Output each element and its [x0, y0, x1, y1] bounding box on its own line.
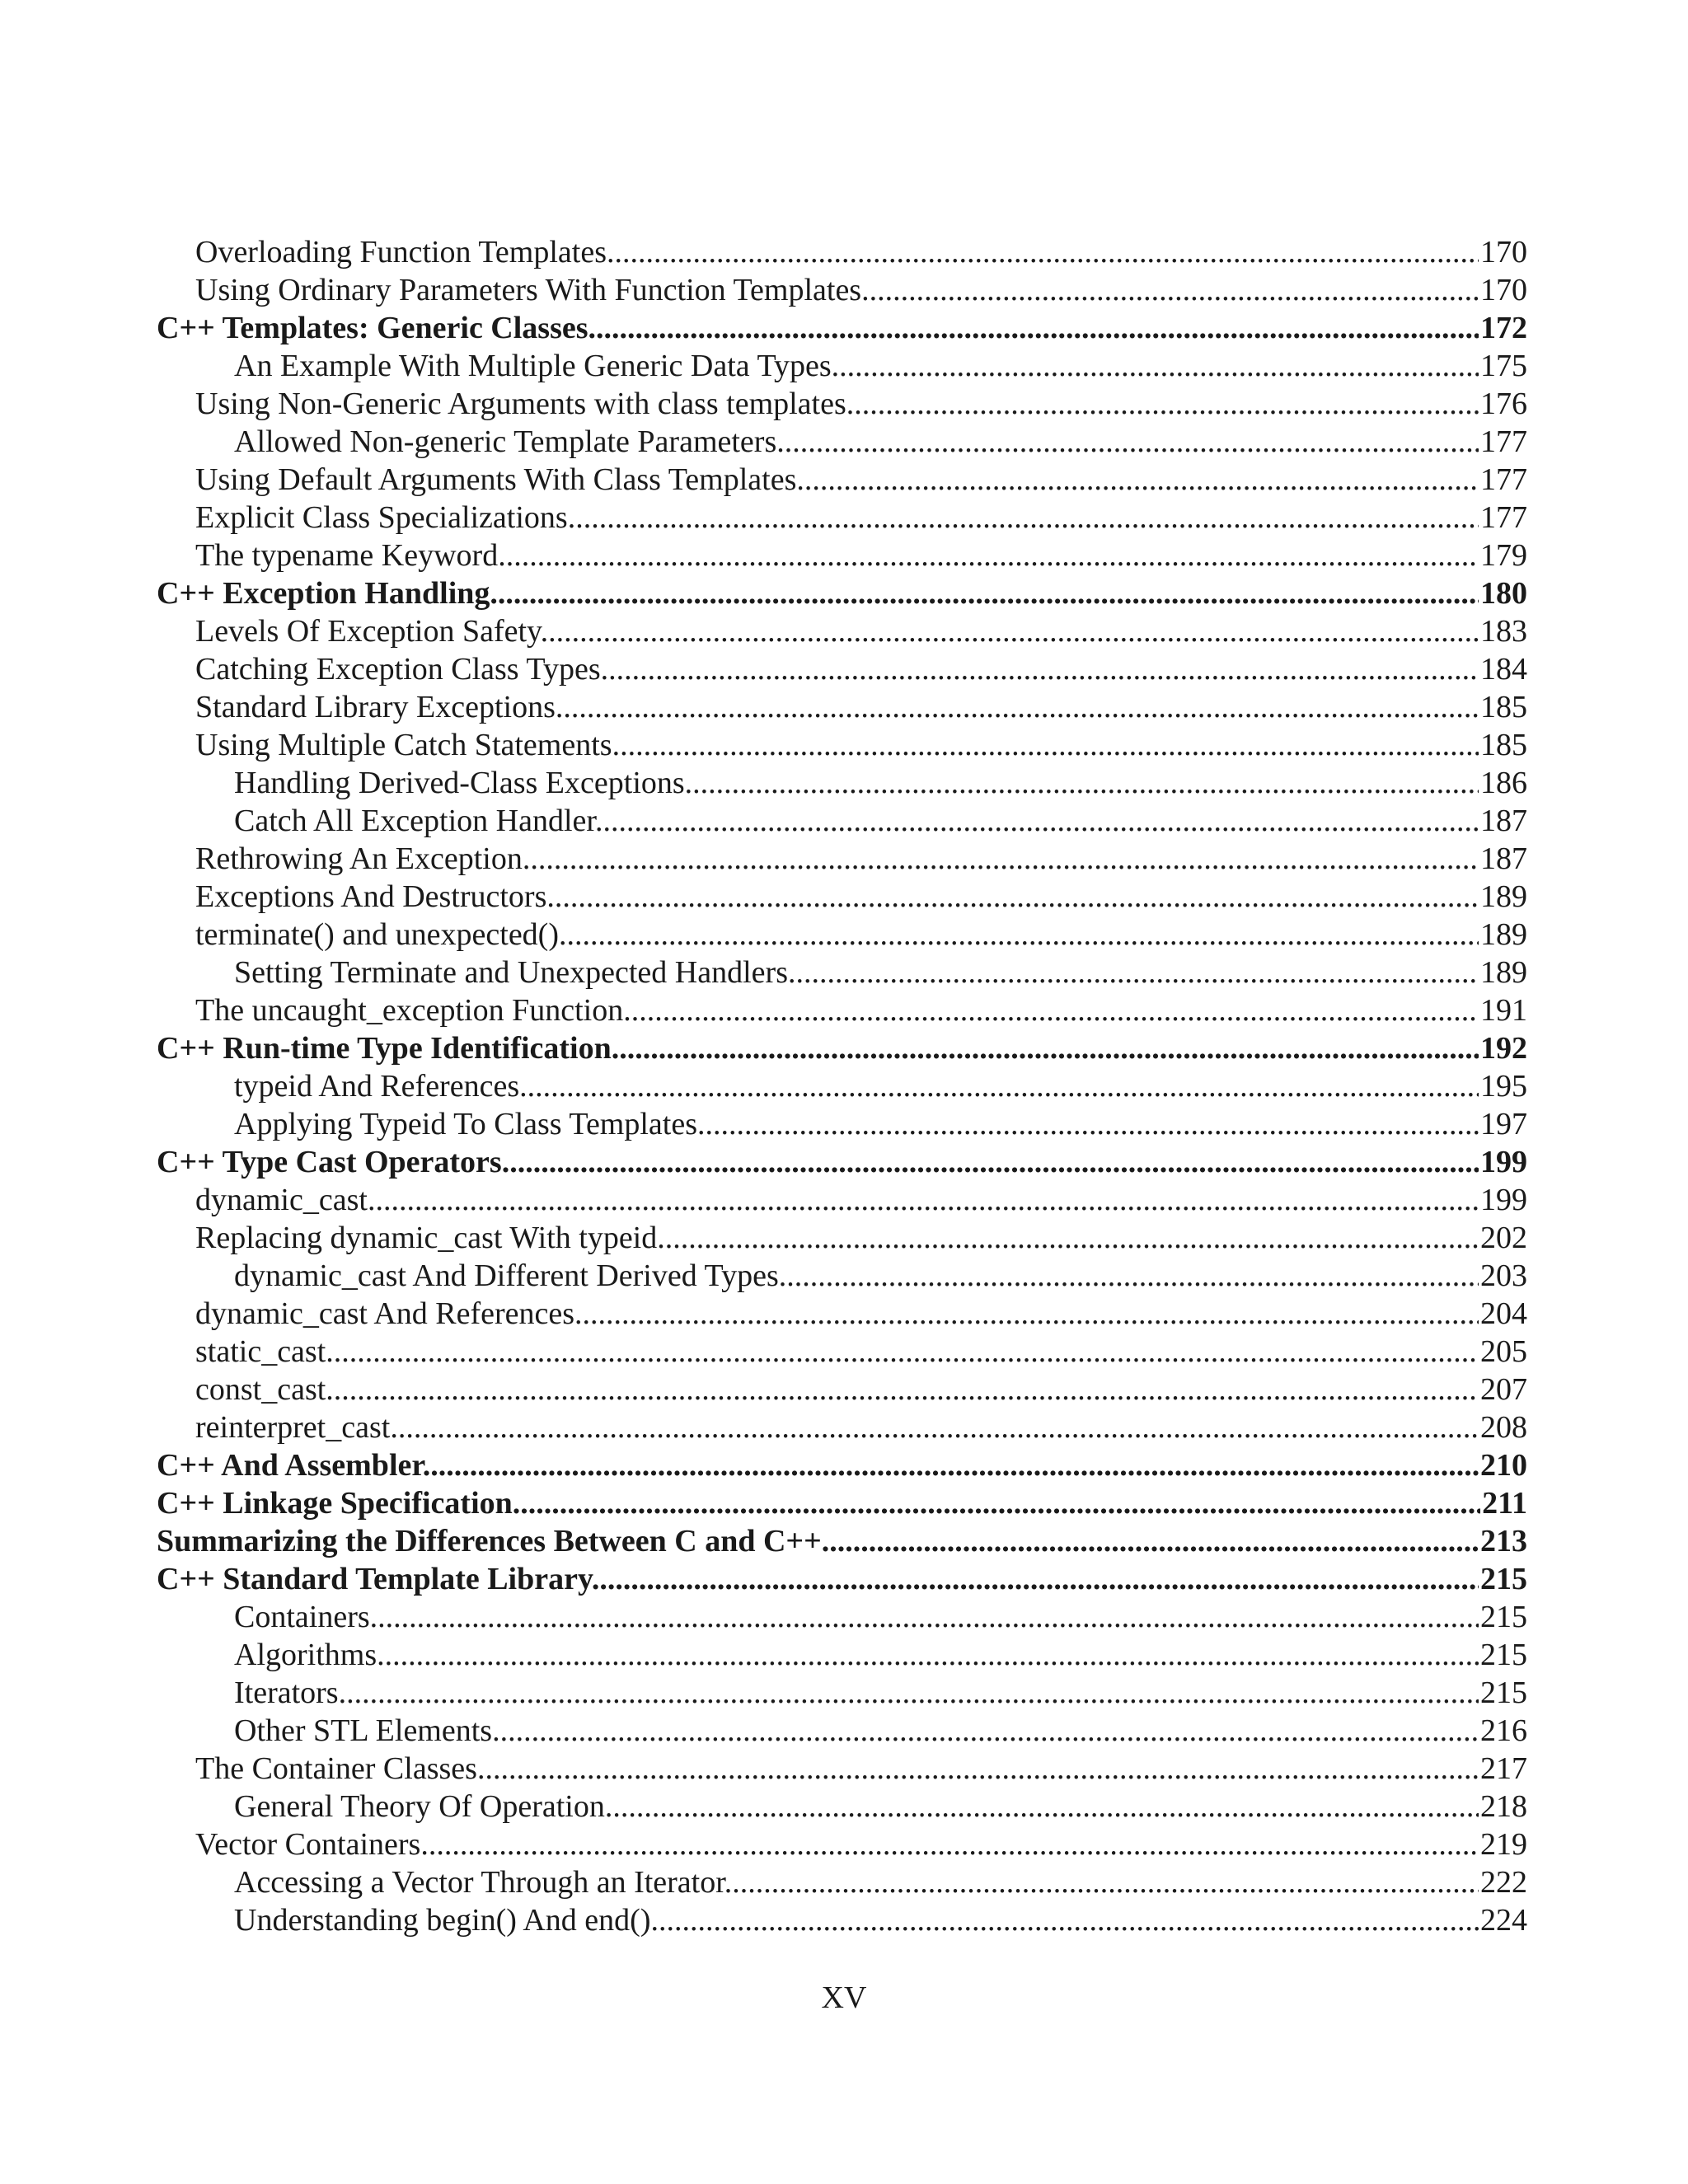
toc-entry-page: 215 — [1480, 1600, 1527, 1634]
toc-entry — [157, 1712, 1527, 1750]
toc-entry — [157, 764, 1527, 802]
toc-entry-title: Iterators ..... — [234, 1675, 1527, 1710]
toc-entry-title: const_cast ..... — [195, 1372, 1527, 1407]
toc-entry-title: C++ Templates: Generic Classes ..... — [157, 311, 1527, 345]
toc-entry — [157, 271, 1527, 309]
toc-entry-title: Exceptions And Destructors ..... — [195, 879, 1527, 914]
toc-entry-title: dynamic_cast And References ..... — [195, 1296, 1527, 1331]
toc-entry-title: C++ Run-time Type Identification ..... — [157, 1031, 1527, 1066]
toc-entry-page: 207 — [1480, 1372, 1527, 1407]
toc-entry — [157, 1181, 1527, 1219]
toc-entry — [157, 347, 1527, 385]
toc-entry — [157, 385, 1527, 423]
toc-entry-page: 199 — [1480, 1145, 1527, 1179]
toc-entry-page: 172 — [1480, 311, 1527, 345]
toc-entry — [157, 1788, 1527, 1825]
toc-entry — [157, 461, 1527, 499]
toc-entry-page: 215 — [1480, 1562, 1527, 1596]
table-of-contents — [157, 233, 1527, 1939]
toc-entry-page: 192 — [1480, 1031, 1527, 1066]
toc-entry — [157, 309, 1527, 347]
toc-entry — [157, 1484, 1527, 1522]
toc-entry — [157, 233, 1527, 271]
toc-entry-title: Other STL Elements ..... — [234, 1713, 1527, 1748]
toc-entry-page: 210 — [1480, 1448, 1527, 1483]
toc-entry-page: 179 — [1480, 538, 1527, 573]
toc-entry — [157, 1522, 1527, 1560]
toc-entry-title: Rethrowing An Exception ..... — [195, 841, 1527, 876]
toc-entry-title: dynamic_cast And Different Derived Types ..... — [234, 1258, 1527, 1293]
toc-entry-page: 211 — [1482, 1486, 1527, 1521]
toc-entry — [157, 1143, 1527, 1181]
toc-entry — [157, 1333, 1527, 1371]
toc-entry — [157, 726, 1527, 764]
toc-entry-title: terminate() and unexpected() ..... — [195, 917, 1527, 952]
toc-entry-title: An Example With Multiple Generic Data Types ..... — [234, 349, 1527, 383]
toc-entry-title: Applying Typeid To Class Templates ..... — [234, 1107, 1527, 1141]
toc-entry-title: Vector Containers ..... — [195, 1827, 1527, 1862]
toc-entry-title: typeid And References ..... — [234, 1069, 1527, 1104]
toc-entry-page: 224 — [1480, 1903, 1527, 1938]
toc-entry-title: Setting Terminate and Unexpected Handlers ..... — [234, 955, 1527, 990]
toc-entry-title: Summarizing the Differences Between C and C++ ..... — [157, 1524, 1527, 1558]
toc-entry-page: 183 — [1480, 614, 1527, 649]
toc-entry-title: static_cast ..... — [195, 1334, 1527, 1369]
toc-entry-page: 191 — [1480, 993, 1527, 1028]
toc-entry-page: 222 — [1480, 1865, 1527, 1900]
toc-entry-title: The Container Classes ..... — [195, 1751, 1527, 1786]
toc-entry-page: 219 — [1480, 1827, 1527, 1862]
toc-entry — [157, 1560, 1527, 1598]
toc-entry — [157, 1257, 1527, 1295]
toc-entry — [157, 574, 1527, 612]
toc-entry-page: 170 — [1480, 273, 1527, 307]
toc-entry-page: 197 — [1480, 1107, 1527, 1141]
toc-entry-page: 184 — [1480, 652, 1527, 687]
toc-entry-title: dynamic_cast ..... — [195, 1183, 1527, 1217]
toc-entry — [157, 1636, 1527, 1674]
toc-entry-title: Handling Derived-Class Exceptions ..... — [234, 766, 1527, 800]
toc-entry-page: 180 — [1480, 576, 1527, 611]
toc-entry — [157, 1598, 1527, 1636]
toc-entry-page: 186 — [1480, 766, 1527, 800]
toc-entry-title: Containers ..... — [234, 1600, 1527, 1634]
toc-entry — [157, 423, 1527, 461]
toc-entry-page: 189 — [1480, 879, 1527, 914]
toc-entry-page: 176 — [1480, 387, 1527, 421]
toc-entry-page: 187 — [1480, 804, 1527, 838]
toc-entry — [157, 878, 1527, 916]
toc-entry — [157, 991, 1527, 1029]
toc-entry-page: 205 — [1480, 1334, 1527, 1369]
toc-entry — [157, 1863, 1527, 1901]
toc-entry — [157, 1029, 1527, 1067]
toc-entry-page: 213 — [1480, 1524, 1527, 1558]
toc-entry-page: 195 — [1480, 1069, 1527, 1104]
toc-entry-page: 177 — [1480, 462, 1527, 497]
toc-entry — [157, 612, 1527, 650]
toc-entry — [157, 1295, 1527, 1333]
toc-entry-title: Accessing a Vector Through an Iterator ..... — [234, 1865, 1527, 1900]
toc-entry-title: Understanding begin() And end() ..... — [234, 1903, 1527, 1938]
toc-entry — [157, 1219, 1527, 1257]
toc-entry-title: Standard Library Exceptions ..... — [195, 690, 1527, 724]
toc-entry — [157, 688, 1527, 726]
toc-entry-page: 189 — [1480, 917, 1527, 952]
toc-entry-page: 203 — [1480, 1258, 1527, 1293]
toc-entry — [157, 1674, 1527, 1712]
toc-entry — [157, 1067, 1527, 1105]
toc-entry-title: General Theory Of Operation ..... — [234, 1789, 1527, 1824]
toc-entry-page: 185 — [1480, 728, 1527, 762]
toc-entry-page: 215 — [1480, 1675, 1527, 1710]
toc-entry — [157, 1901, 1527, 1939]
toc-entry-page: 189 — [1480, 955, 1527, 990]
toc-entry-title: Algorithms ..... — [234, 1638, 1527, 1672]
toc-entry-title: Using Non-Generic Arguments with class templates ..... — [195, 387, 1527, 421]
toc-entry-title: Catch All Exception Handler ..... — [234, 804, 1527, 838]
toc-entry-title: Levels Of Exception Safety ..... — [195, 614, 1527, 649]
toc-entry — [157, 537, 1527, 574]
toc-entry-title: The typename Keyword ..... — [195, 538, 1527, 573]
toc-entry — [157, 1446, 1527, 1484]
toc-entry — [157, 1750, 1527, 1788]
toc-entry-title: C++ Standard Template Library ..... — [157, 1562, 1527, 1596]
toc-entry-page: 177 — [1480, 424, 1527, 459]
toc-entry-title: Overloading Function Templates ..... — [195, 235, 1527, 269]
toc-entry-title: reinterpret_cast ..... — [195, 1410, 1527, 1445]
toc-entry — [157, 1825, 1527, 1863]
toc-entry — [157, 954, 1527, 991]
toc-entry — [157, 1408, 1527, 1446]
toc-entry-title: The uncaught_exception Function ..... — [195, 993, 1527, 1028]
toc-entry — [157, 650, 1527, 688]
toc-entry-title: Using Multiple Catch Statements ..... — [195, 728, 1527, 762]
toc-entry-page: 204 — [1480, 1296, 1527, 1331]
toc-entry-page: 177 — [1480, 500, 1527, 535]
toc-entry-page: 218 — [1480, 1789, 1527, 1824]
toc-entry-page: 216 — [1480, 1713, 1527, 1748]
toc-entry-page: 215 — [1480, 1638, 1527, 1672]
toc-entry — [157, 916, 1527, 954]
toc-entry-title: Using Ordinary Parameters With Function Templates ..... — [195, 273, 1527, 307]
page-number-footer: XV — [821, 1980, 867, 2015]
toc-entry-page: 199 — [1480, 1183, 1527, 1217]
toc-entry-page: 187 — [1480, 841, 1527, 876]
toc-entry-title: Using Default Arguments With Class Templates ..... — [195, 462, 1527, 497]
toc-entry-page: 185 — [1480, 690, 1527, 724]
toc-entry-title: C++ Type Cast Operators ..... — [157, 1145, 1527, 1179]
toc-entry-title: C++ Exception Handling ..... — [157, 576, 1527, 611]
toc-entry-title: Catching Exception Class Types ..... — [195, 652, 1527, 687]
toc-entry-title: Allowed Non-generic Template Parameters ..... — [234, 424, 1527, 459]
toc-entry-title: C++ Linkage Specification ..... — [157, 1486, 1527, 1521]
toc-entry — [157, 499, 1527, 537]
toc-entry-page: 170 — [1480, 235, 1527, 269]
toc-entry-page: 208 — [1480, 1410, 1527, 1445]
toc-entry-page: 202 — [1480, 1221, 1527, 1255]
toc-entry — [157, 1371, 1527, 1408]
toc-entry — [157, 802, 1527, 840]
toc-entry-page: 217 — [1480, 1751, 1527, 1786]
toc-entry-page: 175 — [1480, 349, 1527, 383]
toc-entry — [157, 840, 1527, 878]
toc-entry-title: Explicit Class Specializations ..... — [195, 500, 1527, 535]
toc-entry — [157, 1105, 1527, 1143]
toc-entry-title: Replacing dynamic_cast With typeid ..... — [195, 1221, 1527, 1255]
toc-entry-title: C++ And Assembler ..... — [157, 1448, 1527, 1483]
